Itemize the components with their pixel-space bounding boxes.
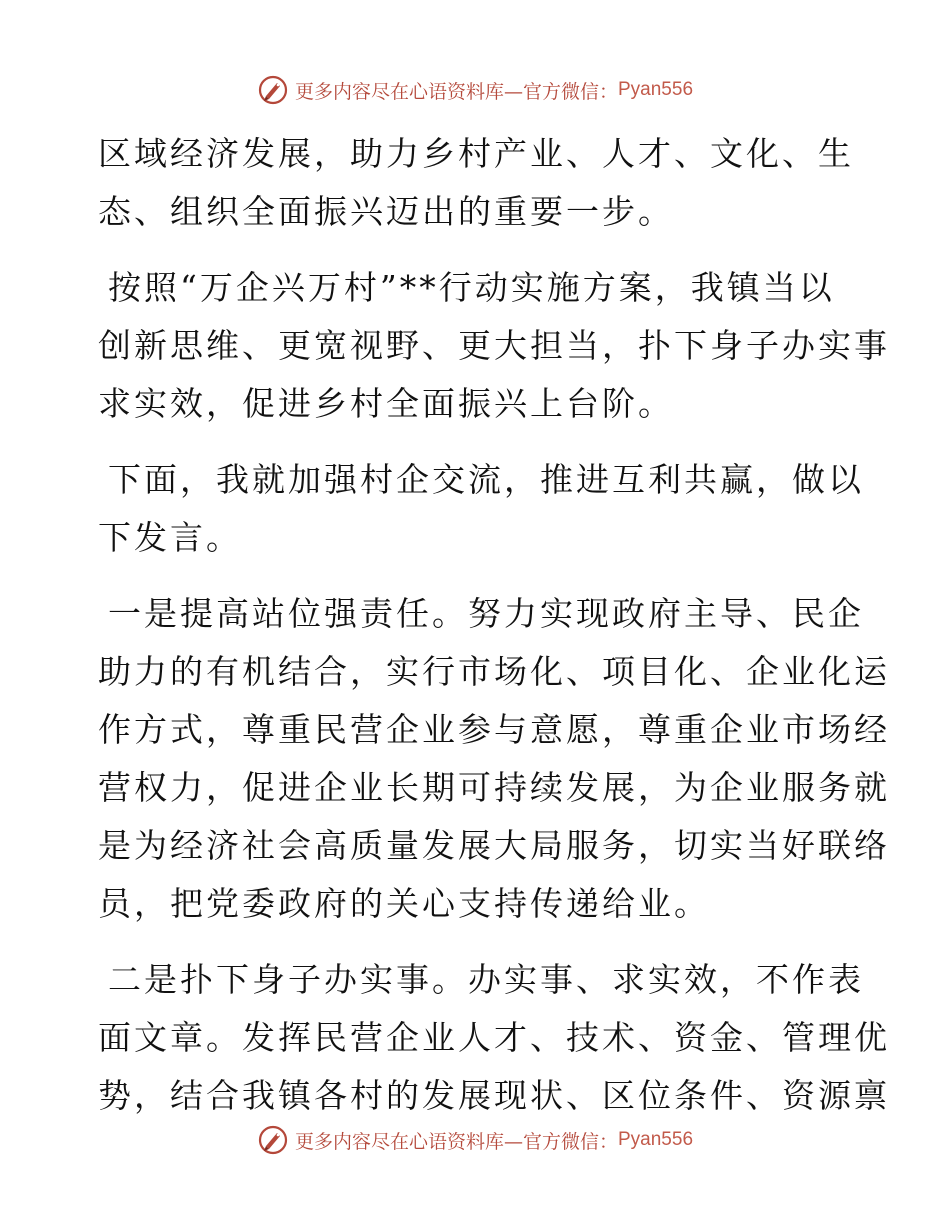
watermark-text: 更多内容尽在心语资料库—官方微信： [294,80,618,103]
text-line: 一是提高站位强责任。努力实现政府主导、民企 [108,594,864,633]
watermark-code: Pyan556 [618,79,694,100]
text-line: 按照“万企兴万村”**行动实施方案，我镇当以 [108,268,835,307]
footer-watermark [0,1120,950,1160]
text-line: 下面，我就加强村企交流，推进互利共赢，做以 [108,460,864,499]
text-line: 区域经济发展，助力乡村产业、人才、文化、生 [98,134,854,173]
text-line: 二是扑下身子办实事。办实事、求实效，不作表 [108,960,864,999]
text-line: 下发言。 [98,518,242,557]
paragraph-1 [98,125,858,241]
paragraph-4 [98,585,890,933]
pen-logo-icon [257,74,289,106]
paragraph-5 [98,951,890,1125]
text-line: 创新思维、更宽视野、更大担当，扑下身子办实事 [98,326,890,365]
text-line: 员，把党委政府的关心支持传递给业。 [98,884,710,923]
text-line: 作方式，尊重民营企业参与意愿，尊重企业市场经 [98,710,890,749]
document-body [98,125,890,1143]
paragraph-3 [98,451,864,567]
text-line: 态、组织全面振兴迈出的重要一步。 [98,192,674,231]
paragraph-2 [98,259,890,433]
header-watermark [0,70,950,110]
text-line: 势，结合我镇各村的发展现状、区位条件、资源禀 [98,1076,890,1115]
text-line: 助力的有机结合，实行市场化、项目化、企业化运 [98,652,890,691]
watermark-text: 更多内容尽在心语资料库—官方微信： [294,1130,618,1153]
text-line: 求实效，促进乡村全面振兴上台阶。 [98,384,674,423]
text-line: 面文章。发挥民营企业人才、技术、资金、管理优 [98,1018,890,1057]
watermark-code: Pyan556 [618,1129,694,1150]
text-line: 是为经济社会高质量发展大局服务，切实当好联络 [98,826,890,865]
text-line: 营权力，促进企业长期可持续发展，为企业服务就 [98,768,890,807]
pen-logo-icon [257,1124,289,1156]
